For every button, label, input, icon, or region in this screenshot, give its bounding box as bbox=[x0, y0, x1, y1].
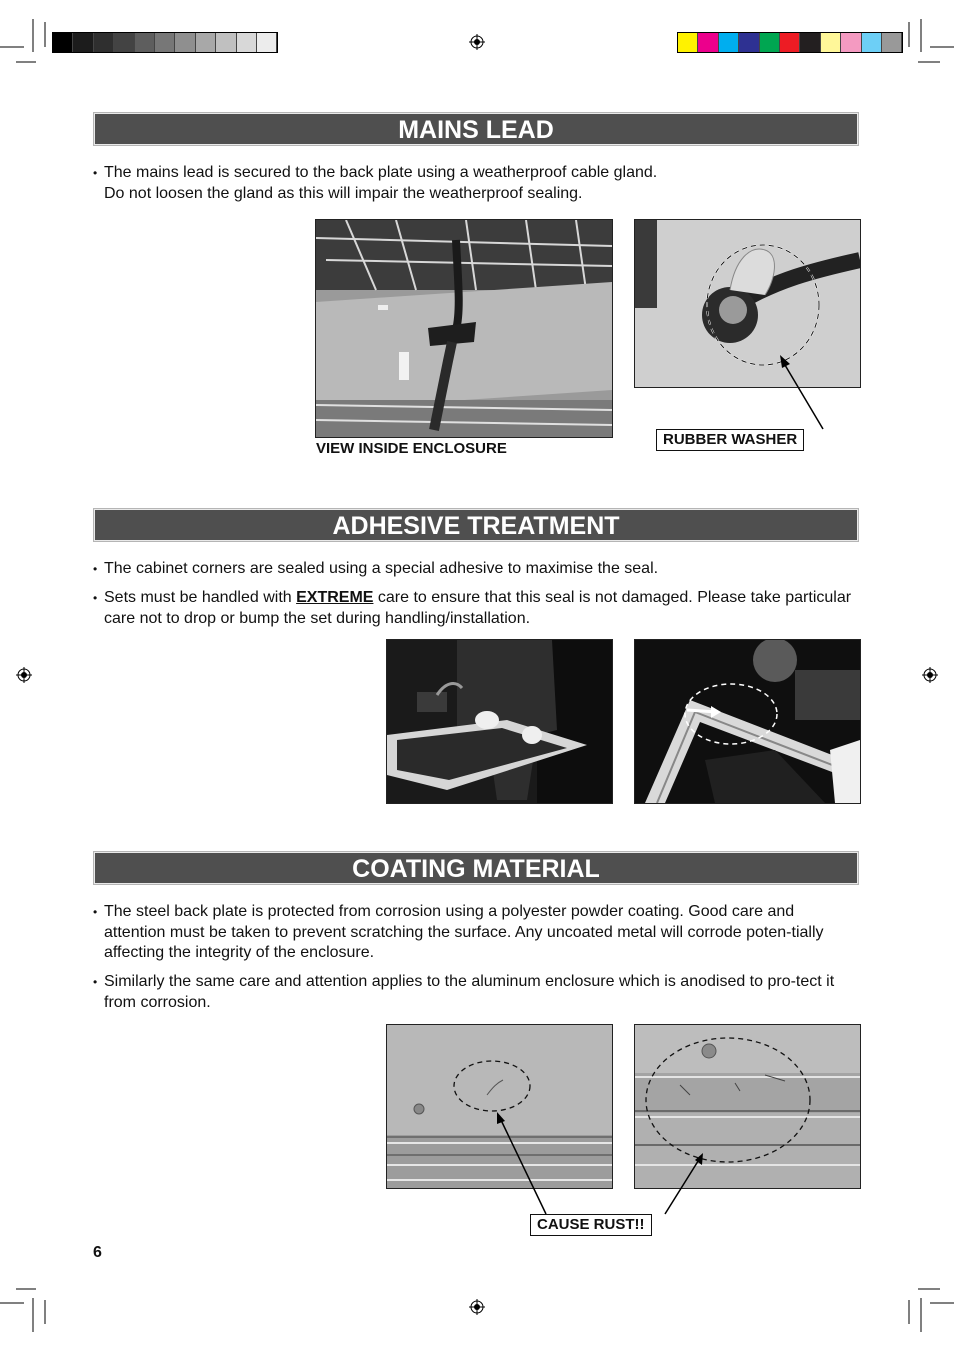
registration-mark-bottom bbox=[469, 1299, 485, 1315]
color-swatch bbox=[821, 33, 841, 52]
grayscale-swatch bbox=[135, 33, 155, 52]
bullet: • bbox=[93, 562, 98, 576]
grayscale-swatch bbox=[73, 33, 93, 52]
caption-view-inside-enclosure: VIEW INSIDE ENCLOSURE bbox=[316, 440, 507, 457]
color-swatch bbox=[678, 33, 698, 52]
color-swatch bbox=[780, 33, 800, 52]
callout-cause-rust: CAUSE RUST!! bbox=[530, 1214, 652, 1236]
grayscale-swatch bbox=[53, 33, 73, 52]
color-swatch bbox=[719, 33, 739, 52]
mains-lead-paragraph bbox=[93, 163, 859, 204]
adhesive-text-2 bbox=[104, 588, 859, 629]
section-title-adhesive-treatment: ADHESIVE TREATMENT bbox=[93, 508, 859, 542]
color-swatch bbox=[882, 33, 902, 52]
grayscale-swatch bbox=[114, 33, 134, 52]
color-swatch bbox=[862, 33, 882, 52]
section-title-coating-material: COATING MATERIAL bbox=[93, 851, 859, 885]
grayscale-swatch bbox=[196, 33, 216, 52]
adhesive-text-2-after: care to ensure that this seal is not damaged. Please take particular care not to drop or bump the set during handling/installation. bbox=[104, 589, 852, 627]
grayscale-swatch bbox=[237, 33, 257, 52]
photo-scratch-enclosure bbox=[634, 1024, 861, 1189]
grayscale-swatch bbox=[175, 33, 195, 52]
adhesive-paragraph-1 bbox=[93, 559, 859, 580]
bullet: • bbox=[93, 975, 98, 989]
color-swatch bbox=[841, 33, 861, 52]
adhesive-text-2-before: Sets must be handled with bbox=[104, 589, 297, 606]
grayscale-swatch bbox=[94, 33, 114, 52]
photo-scratch-back-plate bbox=[386, 1024, 613, 1189]
photo-inside-enclosure bbox=[315, 219, 613, 438]
page-number: 6 bbox=[93, 1244, 102, 1261]
bullet: • bbox=[93, 591, 98, 605]
color-calibration-bar bbox=[677, 32, 903, 53]
color-swatch bbox=[760, 33, 780, 52]
coating-text-2: Similarly the same care and attention applies to the aluminum enclosure which is anodised to pro-tect it from corrosion. bbox=[104, 973, 835, 1011]
emphasis-extreme: EXTREME bbox=[296, 589, 374, 606]
coating-paragraph-2 bbox=[93, 972, 859, 1013]
grayscale-calibration-bar bbox=[52, 32, 278, 53]
grayscale-swatch bbox=[216, 33, 236, 52]
registration-mark-left bbox=[16, 667, 32, 683]
adhesive-paragraph-2 bbox=[93, 588, 859, 629]
photo-rubber-washer bbox=[634, 219, 861, 388]
color-swatch bbox=[800, 33, 820, 52]
coating-text-1: The steel back plate is protected from corrosion using a polyester powder coating. Good care and attention must be taken to prevent scratching the surface. Any uncoated metal will corrode poten-tially affecting the integrity of the enclosure. bbox=[104, 903, 824, 961]
coating-paragraph-1 bbox=[93, 902, 859, 964]
grayscale-swatch bbox=[155, 33, 175, 52]
photo-frame-corner bbox=[634, 639, 861, 804]
registration-mark-right bbox=[922, 667, 938, 683]
grayscale-swatch bbox=[257, 33, 277, 52]
bullet: • bbox=[93, 905, 98, 919]
adhesive-text-1: The cabinet corners are sealed using a special adhesive to maximise the seal. bbox=[104, 560, 659, 577]
mains-lead-text-line1: The mains lead is secured to the back plate using a weatherproof cable gland. bbox=[104, 164, 658, 181]
color-swatch bbox=[698, 33, 718, 52]
callout-rubber-washer: RUBBER WASHER bbox=[656, 429, 804, 451]
bullet: • bbox=[93, 166, 98, 180]
registration-mark-top bbox=[469, 34, 485, 50]
section-title-mains-lead: MAINS LEAD bbox=[93, 112, 859, 146]
photo-worker-handling-frame bbox=[386, 639, 613, 804]
mains-lead-text-line2: Do not loosen the gland as this will impair the weatherproof sealing. bbox=[104, 184, 583, 202]
color-swatch bbox=[739, 33, 759, 52]
